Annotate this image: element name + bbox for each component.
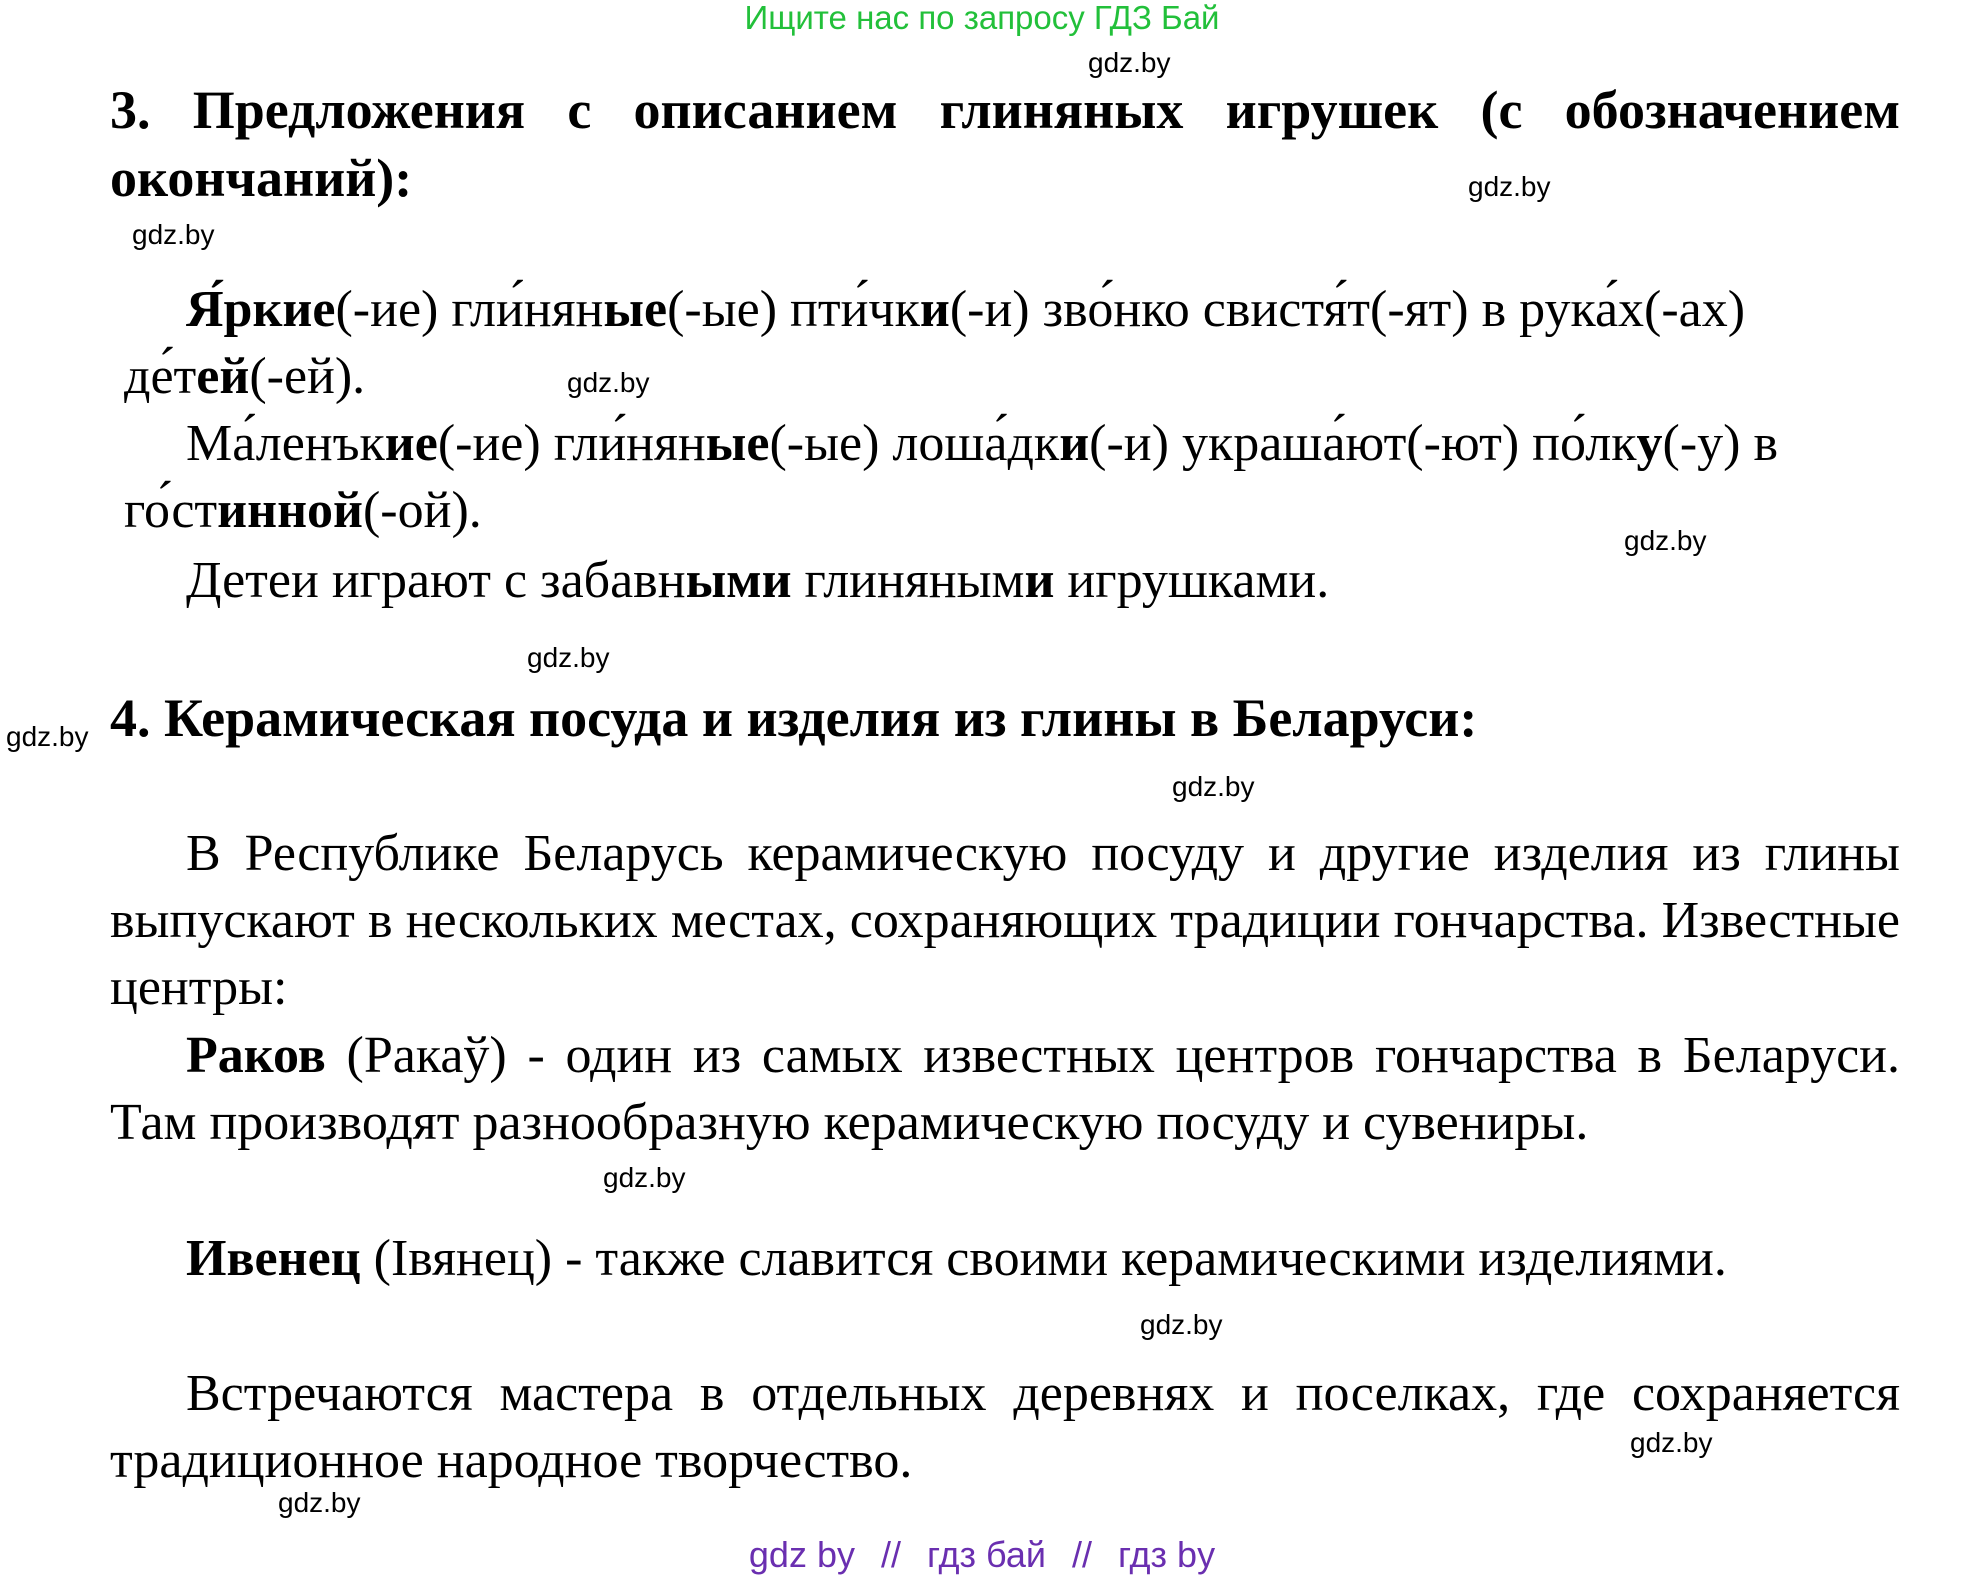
- watermark: gdz.by: [1630, 1427, 1713, 1458]
- intro-paragraph: В Республике Беларусь керамическую посуду и другие изделия из глины выпускают в нескольких местах, сохраняющих традиции гончарства. Известные центры:: [110, 825, 1900, 1016]
- footer-link-gdz-bai[interactable]: гдз бай: [927, 1534, 1046, 1575]
- closing-paragraph: Встречаются мастера в отдельных деревнях и поселках, где сохраняется традиционное народное творчество.: [110, 1365, 1900, 1489]
- sentence-text: (-ой).: [362, 482, 482, 539]
- watermark: gdz.by: [1172, 771, 1255, 802]
- section-3-heading-line1: 3. Предложения с описанием глиняных игрушек (с обозначением: [110, 80, 1900, 140]
- watermark: gdz.by: [603, 1162, 686, 1193]
- search-banner: Ищите нас по запросу ГДЗ Бай: [744, 0, 1220, 36]
- sentence-text: Детеи играют с забавн: [186, 552, 686, 609]
- watermark: gdz.by: [1140, 1309, 1223, 1340]
- ending-highlight: Я́ркие: [186, 281, 336, 338]
- sentence-1: [124, 276, 1904, 410]
- sentence-text: (-и) зво́нко свистя́т(-ят) в рука́х(-ах) де́т: [124, 281, 1746, 405]
- ending-highlight: инной: [217, 482, 363, 539]
- watermark: gdz.by: [567, 367, 650, 398]
- footer-separator: //: [881, 1534, 902, 1575]
- watermark: gdz.by: [1468, 171, 1551, 202]
- center-name-rakov: Раков: [186, 1027, 326, 1084]
- ending-highlight: ей: [196, 348, 250, 405]
- section-3-heading-line2: окончаний):: [110, 148, 413, 208]
- center-name-ivenets: Ивенец: [186, 1230, 361, 1287]
- sentence-2: [124, 410, 1904, 544]
- watermark: gdz.by: [6, 721, 89, 752]
- rakov-text: (Ракаў) - один из самых известных центров гончарства в Беларуси. Там производят разнообразную керамическую посуду и сувениры.: [110, 1027, 1900, 1151]
- sentence-text: (-ие) гли́нян: [335, 281, 604, 338]
- sentence-text: (-ые) пти́чк: [667, 281, 920, 338]
- sentence-text: Ма́ленък: [186, 415, 385, 472]
- sentence-text: игрушками.: [1054, 552, 1330, 609]
- sentence-text: (-у) в го́ст: [124, 415, 1779, 539]
- sentence-text: (-ые) лоша́дк: [769, 415, 1060, 472]
- ending-highlight: ые: [705, 415, 770, 472]
- ivenets-paragraph: [110, 1225, 1900, 1292]
- footer-links: [0, 1534, 1964, 1575]
- sentence-3: [124, 547, 1904, 614]
- ending-highlight: и: [919, 281, 950, 338]
- section-4-heading: 4. Керамическая посуда и изделия из глины в Беларуси:: [110, 688, 1478, 748]
- footer-separator: //: [1072, 1534, 1093, 1575]
- ending-highlight: ыми: [685, 552, 792, 609]
- sentence-text: (-и) украша́ют(-ют) по́лк: [1089, 415, 1637, 472]
- ivenets-text: (Івянец) - также славится своими керамическими изделиями.: [360, 1230, 1727, 1287]
- sentence-text: глиняным: [791, 552, 1025, 609]
- watermark: gdz.by: [527, 642, 610, 673]
- footer-link-gdz-by-ru[interactable]: гдз by: [1118, 1534, 1216, 1575]
- ending-highlight: у: [1636, 415, 1663, 472]
- ending-highlight: ые: [603, 281, 668, 338]
- ending-highlight: и: [1059, 415, 1090, 472]
- watermark: gdz.by: [1088, 47, 1171, 78]
- ending-highlight: и: [1024, 552, 1055, 609]
- watermark: gdz.by: [278, 1487, 361, 1518]
- ending-highlight: ие: [384, 415, 438, 472]
- watermark: gdz.by: [1624, 525, 1707, 556]
- footer-link-gdz-by[interactable]: gdz by: [748, 1534, 855, 1575]
- sentence-text: (-ие) гли́нян: [437, 415, 706, 472]
- rakov-paragraph: [110, 1022, 1900, 1156]
- watermark: gdz.by: [132, 219, 215, 250]
- sentence-text: (-ей).: [249, 348, 366, 405]
